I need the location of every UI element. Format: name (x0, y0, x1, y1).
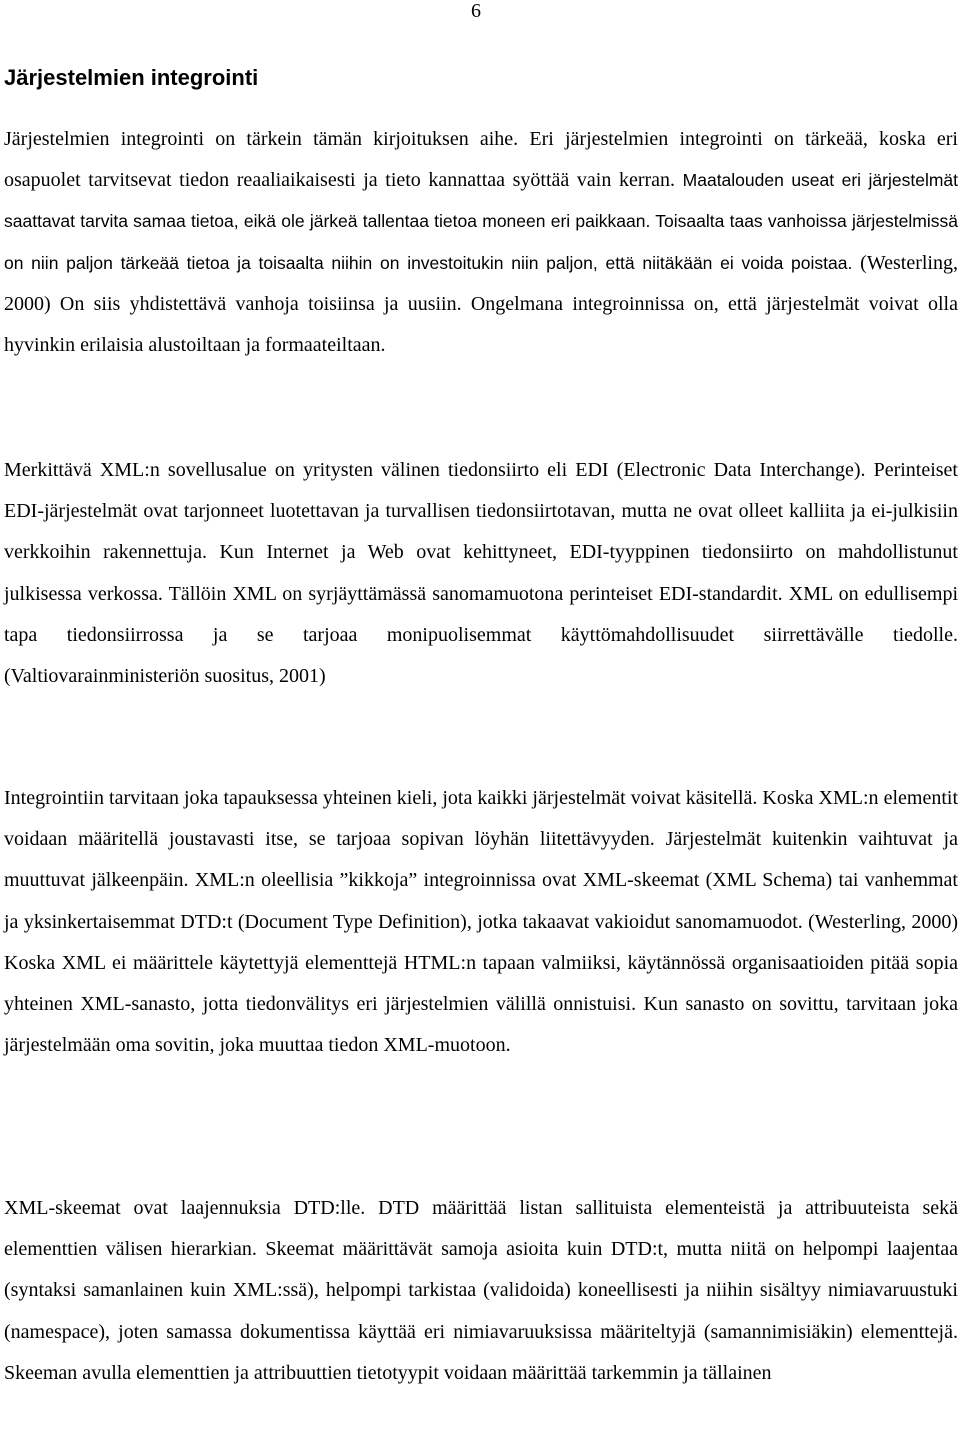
paragraph-xml-schemas: XML-skeemat ovat laajennuksia DTD:lle. DTD määrittää listan sallituista elementeistä ja attribuuteista sekä elementtien välisen hierarkian. Skeemat määrittävät samoja asioita kuin DTD:t, mutta niitä on helpompi laajentaa (syntaksi samanlainen kuin XML:ssä), helpompi tarkistaa (validoida) koneellisesti ja niihin sisältyy nimiavaruustuki (namespace), joten samassa dokumentissa käyttää eri nimiavaruuksissa määriteltyjä (samannimisiäkin) elementtejä. Skeeman avulla elementtien ja attribuuttien tietotyypit voidaan määrittää tarkemmin ja tällainen (4, 1197, 958, 1384)
paragraph-text-run: (Westerling, 2000) On siis yhdistettävä vanhoja toisiinsa ja uusiin. Ongelmana integroinnissa on, että järjestelmät voivat olla hyvinkin erilaisia alustoiltaan ja formaateiltaan. (4, 251, 958, 357)
paragraph-common-language: Integrointiin tarvitaan joka tapauksessa yhteinen kieli, jota kaikki järjestelmät voivat käsitellä. Koska XML:n elementit voidaan määritellä joustavasti itse, se tarjoaa sopivan löyhän liitettävyyden. Järjestelmät kuitenkin vaihtuvat ja muuttuvat jälkeenpäin. XML:n oleellisia ”kikkoja” integroinnissa ovat XML-skeemat (XML Schema) tai vanhemmat ja yksinkertaisemmat DTD:t (Document Type Definition), jotka takaavat vakioidut sanomamuodot. (Westerling, 2000) Koska XML ei määrittele käytettyjä elementtejä HTML:n tapaan valmiiksi, käytännössä organisaatioiden pitää sopia yhteinen XML-sanasto, jotta tiedonvälitys eri järjestelmien välillä onnistuisi. Kun sanasto on sovittu, tarvitaan joka järjestelmään oma sovitin, joka muuttaa tiedon XML-muotoon. (4, 787, 958, 1057)
paragraph-edi: Merkittävä XML:n sovellusalue on yritysten välinen tiedonsiirto eli EDI (Electronic Data Interchange). Perinteiset EDI-järjestelmät ovat tarjonneet luotettavan ja turvallisen tiedonsiirtotavan, mutta ne ovat olleet kalliita ja ei-julkisiin verkkoihin rakennettuja. Kun Internet ja Web ovat kehittyneet, EDI-tyyppinen tiedonsiirto on mahdollistunut julkisessa verkossa. Tällöin XML on syrjäyttämässä sanomamuotona perinteiset EDI-standardit. XML on edullisempi tapa tiedonsiirrossa ja se tarjoaa monipuolisemmat käyttömahdollisuudet siirrettävälle tiedolle. (Valtiovarainministeriön suositus, 2001) (4, 459, 958, 688)
page-number: 6 (471, 0, 481, 22)
paragraph-text-run: Järjestelmien integrointi on tärkein tämän kirjoituksen aihe. Eri järjestelmien integrointi on tärkeää, koska eri osapuolet tarvitsevat tiedon reaaliaikaisesti ja tieto kannattaa syöttää vain kerran. (4, 128, 958, 192)
paragraph-integration-intro (4, 119, 958, 366)
paragraph-text-run-sans: Maatalouden useat eri järjestelmät saattavat tarvita samaa tietoa, eikä ole järkeä tallentaa tietoa moneen eri paikkaan. Toisaalta taas vanhoissa järjestelmissä on niin paljon tärkeää tietoa ja toisaalta niihin on investoitukin niin paljon, että niitäkään ei voida poistaa. (4, 170, 958, 273)
section-heading: Järjestelmien integrointi (4, 65, 259, 90)
